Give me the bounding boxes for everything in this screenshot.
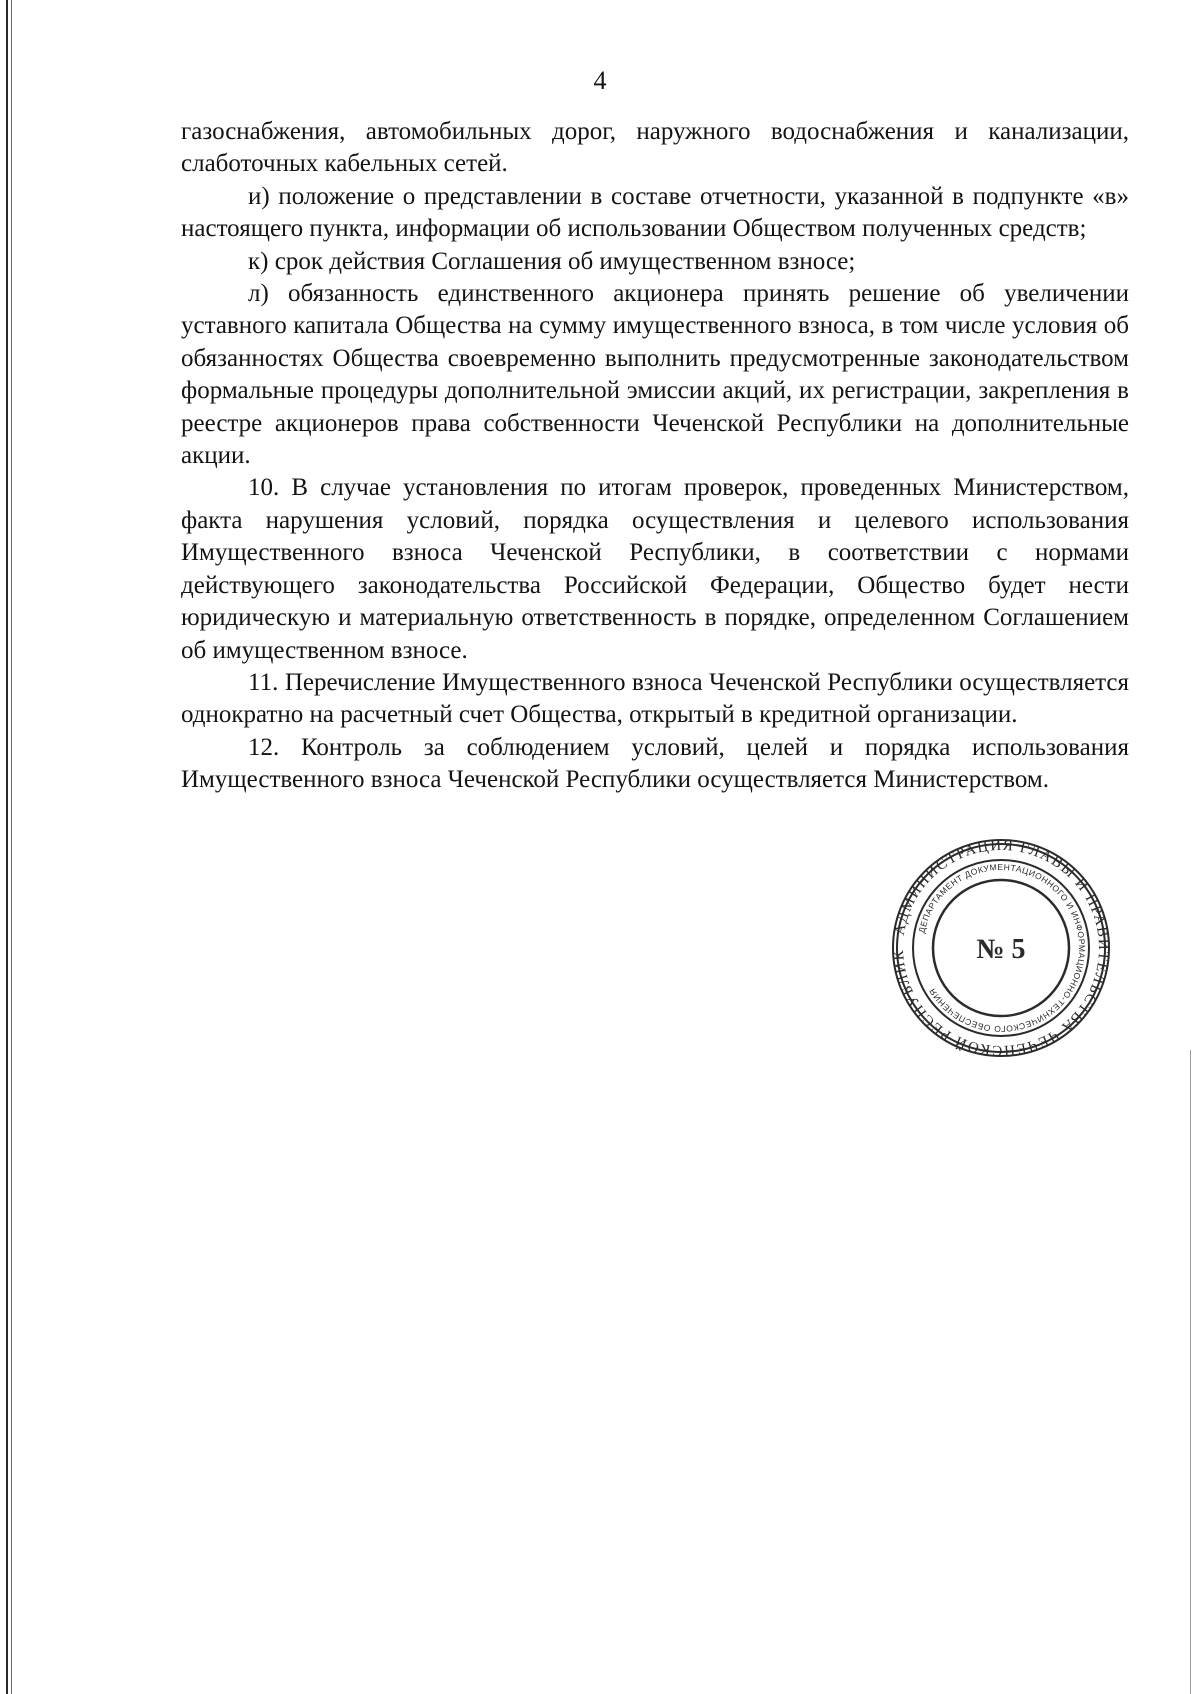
page-left-border-inner xyxy=(11,0,12,1694)
stamp-number: № 5 xyxy=(976,934,1026,965)
paragraph-10: 10. В случае установления по итогам проверок, проведенных Министерством, факта нарушения условий, порядка осуществления и целевого использования Имущественного взноса Чеченской Республики, в соответствии с нормами действующего законодательства Российской Федерации, Общество будет нести юридическую и материальную ответственность в порядке, определенном Соглашением об имущественном взносе. xyxy=(181,474,1129,664)
page-left-border xyxy=(6,0,8,1694)
paragraph-11: 11. Перечисление Имущественного взноса Чеченской Республики осуществляется однократно на расчетный счет Общества, открытый в кредитной организации. xyxy=(181,668,1129,729)
stamp-outer-text: АДМИНИСТРАЦИЯ ГЛАВЫ И ПРАВИТЕЛЬСТВА ЧЕЧЕНСКОЙ РЕСПУБЛИК xyxy=(890,838,1112,1058)
official-stamp xyxy=(886,838,1116,1058)
stamp-seal-icon xyxy=(886,838,1116,1058)
paragraph-12: 12. Контроль за соблюдением условий, целей и порядка использования Имущественного взноса Чеченской Республики осуществляется Министерством. xyxy=(181,733,1129,794)
stamp-inner-text: ДЕПАРТАМЕНТ ДОКУМЕНТАЦИОННОГО И ИНФОРМАЦИОННО-ТЕХНИЧЕСКОГО ОБЕСПЕЧЕНИЯ xyxy=(916,861,1088,1035)
paragraph-continuation: газоснабжения, автомобильных дорог, наружного водоснабжения и канализации, слаботочных кабельных сетей. xyxy=(181,118,1129,178)
paragraph-item-l: л) обязанность единственного акционера принять решение об увеличении уставного капитала Общества на сумму имущественного взноса, в том числе условия об обязанностях Общества своевременно выполнить предусмотренные законодательством формальные процедуры дополнительной эмиссии акций, их регистрации, закрепления в реестре акционеров права собственности Чеченской Республики на дополнительные акции. xyxy=(181,280,1129,470)
paragraph-item-k: к) срок действия Соглашения об имущественном взносе; xyxy=(248,247,856,275)
page-right-edge xyxy=(1190,1050,1191,1694)
page-number: 4 xyxy=(593,66,607,95)
paragraph-item-i: и) положение о представлении в составе отчетности, указанной в подпункте «в» настоящего пункта, информации об использовании Обществом полученных средств; xyxy=(181,182,1129,243)
document-body xyxy=(181,116,1129,797)
